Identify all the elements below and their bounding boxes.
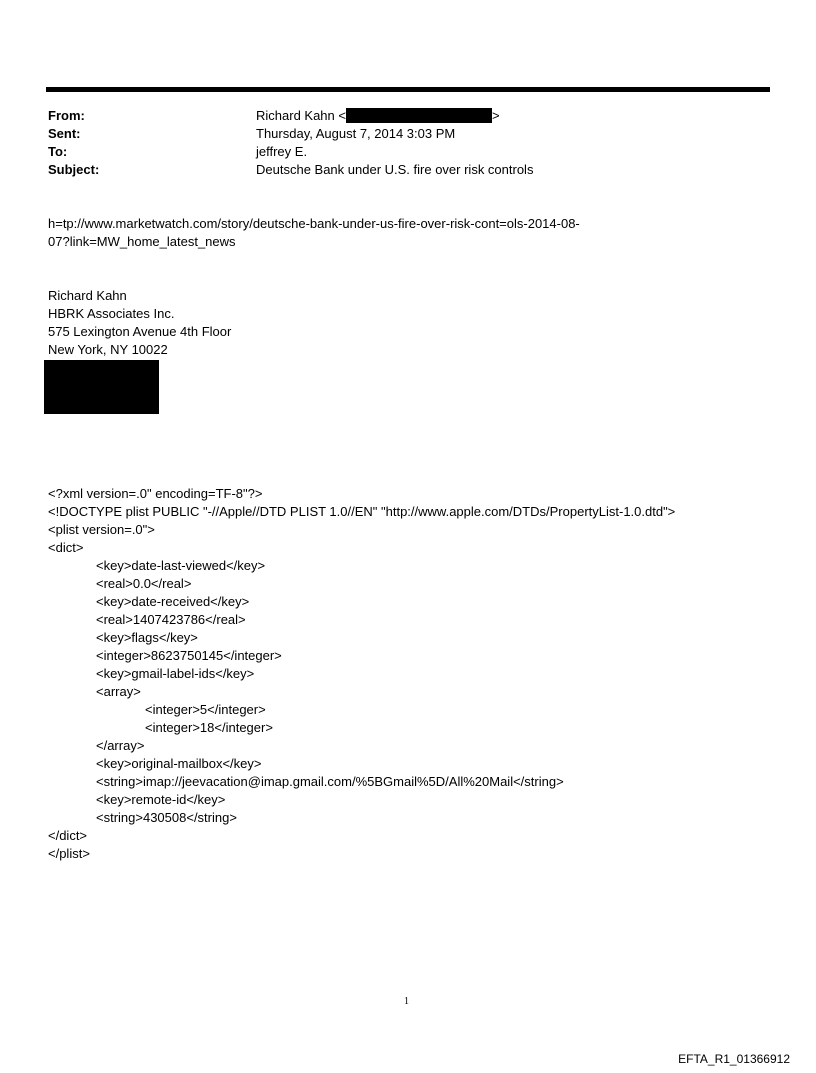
document-id: EFTA_R1_01366912 xyxy=(678,1052,790,1066)
plist-line: <key>date-last-viewed</key> xyxy=(96,558,266,573)
redaction-box xyxy=(346,108,492,123)
signature-name: Richard Kahn xyxy=(48,288,127,303)
plist-line: </dict> xyxy=(48,828,88,843)
sent-label: Sent: xyxy=(48,126,81,141)
to-label: To: xyxy=(48,144,68,159)
plist-line: <integer>18</integer> xyxy=(145,720,273,735)
plist-line: <string>imap://jeevacation@imap.gmail.com/%5BGmail%5D/All%20Mail</string> xyxy=(96,774,564,789)
signature-redaction-box xyxy=(44,360,159,414)
header-rule xyxy=(46,87,770,92)
plist-line: </plist> xyxy=(48,846,90,861)
plist-line: <key>remote-id</key> xyxy=(96,792,226,807)
subject-value: Deutsche Bank under U.S. fire over risk controls xyxy=(256,162,534,177)
plist-line: <string>430508</string> xyxy=(96,810,237,825)
plist-line: <!DOCTYPE plist PUBLIC "-//Apple//DTD PLIST 1.0//EN" "http://www.apple.com/DTDs/PropertyList-1.0.dtd"> xyxy=(48,504,676,519)
signature-company: HBRK Associates Inc. xyxy=(48,306,175,321)
article-link-line2[interactable]: 07?link=MW_home_latest_news xyxy=(48,234,236,249)
plist-line: <key>original-mailbox</key> xyxy=(96,756,262,771)
plist-line: </array> xyxy=(96,738,145,753)
article-link-line1[interactable]: h=tp://www.marketwatch.com/story/deutsche-bank-under-us-fire-over-risk-cont=ols-2014-08- xyxy=(48,216,580,231)
signature-address: 575 Lexington Avenue 4th Floor xyxy=(48,324,232,339)
from-label: From: xyxy=(48,108,85,123)
from-suffix: > xyxy=(491,108,500,123)
plist-line: <key>flags</key> xyxy=(96,630,198,645)
to-value: jeffrey E. xyxy=(256,144,308,159)
page-number: 1 xyxy=(404,996,409,1007)
subject-label: Subject: xyxy=(48,162,100,177)
plist-line: <real>0.0</real> xyxy=(96,576,192,591)
plist-line: <integer>8623750145</integer> xyxy=(96,648,282,663)
plist-line: <real>1407423786</real> xyxy=(96,612,246,627)
plist-line: <integer>5</integer> xyxy=(145,702,266,717)
plist-line: <array> xyxy=(96,684,141,699)
plist-line: <plist version=.0"> xyxy=(48,522,155,537)
signature-city: New York, NY 10022 xyxy=(48,342,168,357)
plist-line: <key>date-received</key> xyxy=(96,594,250,609)
plist-line: <?xml version=.0" encoding=TF-8"?> xyxy=(48,486,263,501)
from-name: Richard Kahn < xyxy=(256,108,346,123)
from-value xyxy=(256,108,500,123)
plist-line: <dict> xyxy=(48,540,84,555)
sent-value: Thursday, August 7, 2014 3:03 PM xyxy=(256,126,456,141)
plist-line: <key>gmail-label-ids</key> xyxy=(96,666,255,681)
